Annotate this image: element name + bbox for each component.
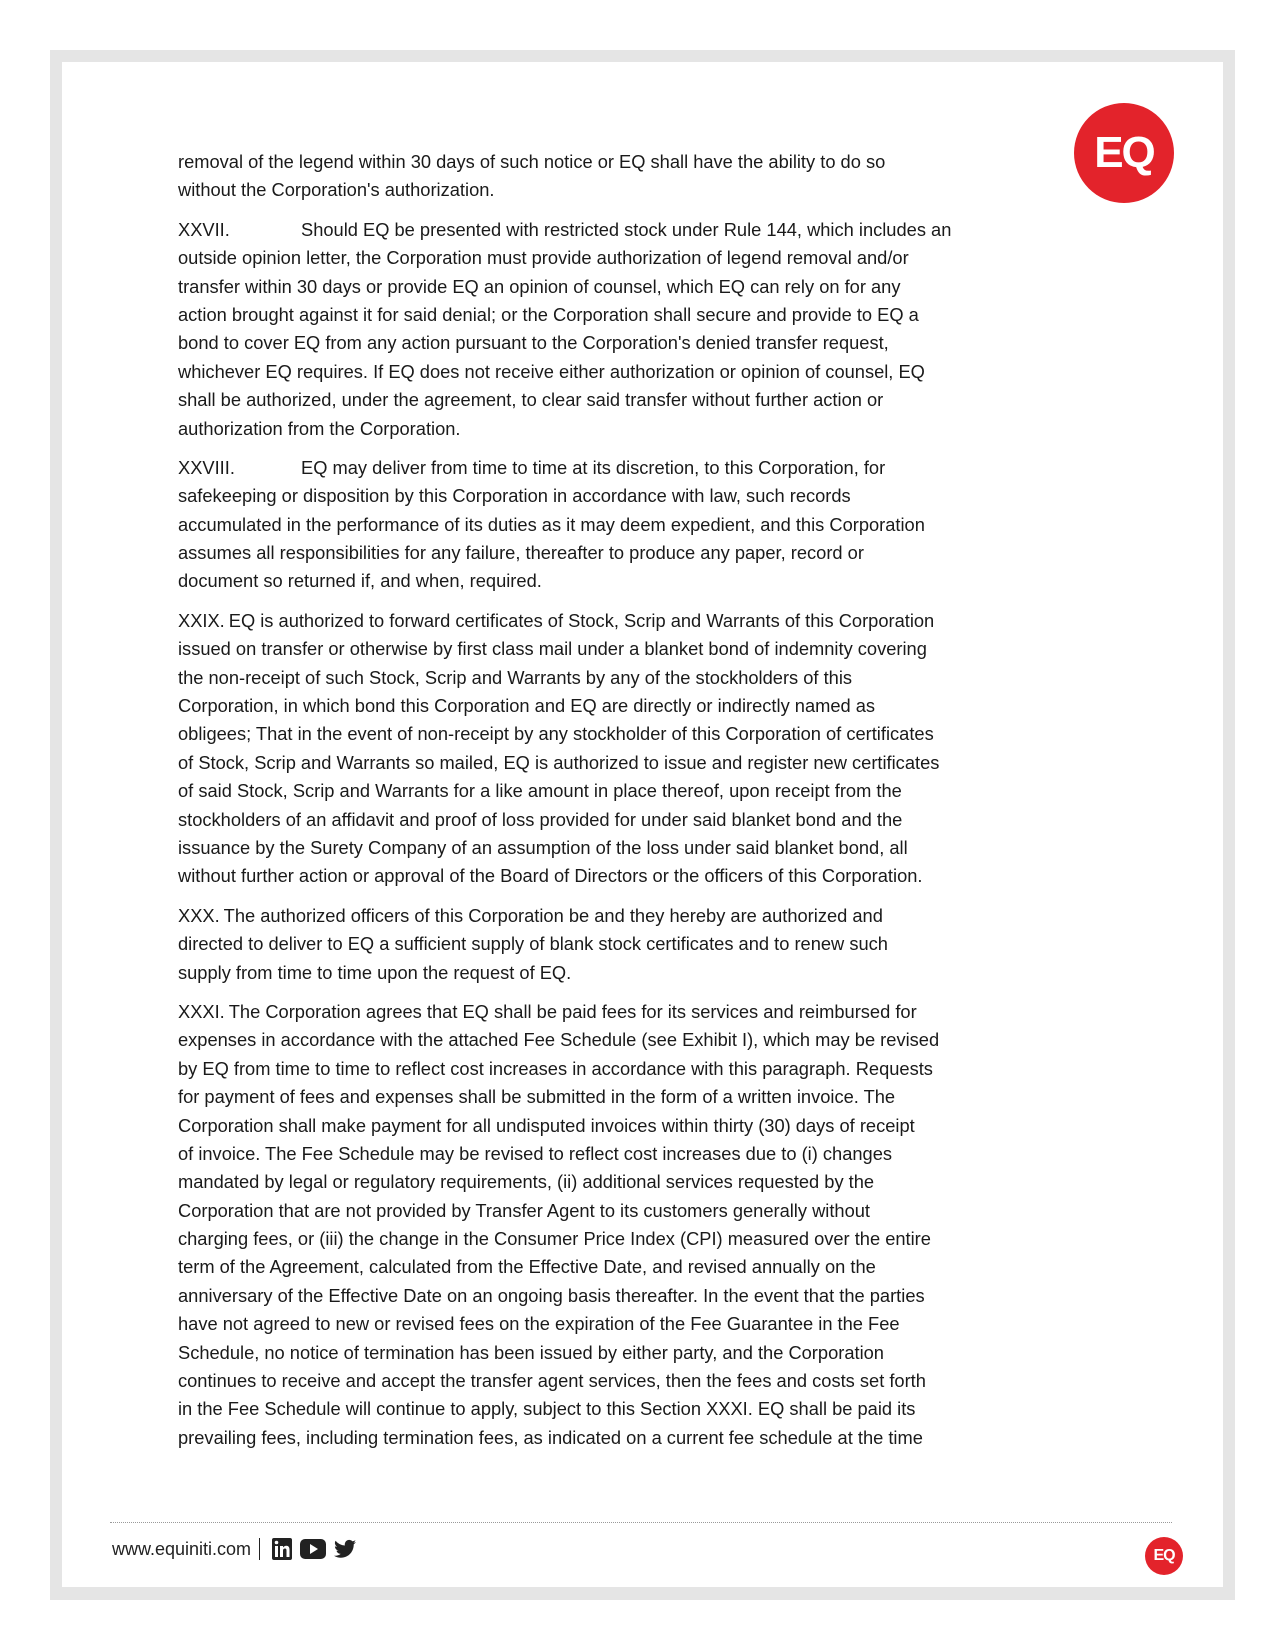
text-line xyxy=(178,1367,1078,1395)
line-text: removal of the legend within 30 days of such notice or EQ shall have the ability to do so xyxy=(178,151,886,172)
text-line xyxy=(178,1310,1078,1338)
line-text: prevailing fees, including termination fees, as indicated on a current fee schedule at the time xyxy=(178,1426,923,1448)
text-line xyxy=(178,664,1078,692)
line-text: document so returned if, and when, required. xyxy=(178,570,542,592)
paragraph xyxy=(178,148,1078,205)
text-line xyxy=(178,1339,1078,1367)
section-number: XXVIII. xyxy=(178,456,235,478)
text-line xyxy=(178,806,1078,834)
website-link[interactable]: www.equiniti.com xyxy=(112,1538,252,1559)
text-line xyxy=(178,692,1078,720)
linkedin-icon[interactable] xyxy=(272,1538,292,1560)
line-text: EQ is authorized to forward certificates of Stock, Scrip and Warrants of this Corporation xyxy=(228,609,935,631)
line-text: by EQ from time to time to reflect cost increases in accordance with this paragraph. Requests xyxy=(178,1057,933,1079)
text-line xyxy=(178,567,1078,595)
line-text: term of the Agreement, calculated from the Effective Date, and revised annually on the xyxy=(178,1256,876,1278)
text-line xyxy=(178,386,1078,414)
text-line xyxy=(178,1424,1078,1452)
text-line xyxy=(178,415,1078,443)
line-text: Schedule, no notice of termination has been issued by either party, and the Corporation xyxy=(178,1341,884,1363)
line-text: of invoice. The Fee Schedule may be revised to reflect cost increases due to (i) changes xyxy=(178,1142,893,1164)
text-line xyxy=(178,148,1078,176)
line-text: expenses in accordance with the attached Fee Schedule (see Exhibit I), which may be revised xyxy=(178,1029,940,1051)
text-line xyxy=(178,998,1078,1026)
line-text: authorization from the Corporation. xyxy=(178,417,461,439)
text-line xyxy=(178,902,1078,930)
line-text: assumes all responsibilities for any failure, thereafter to produce any paper, record or xyxy=(178,542,864,564)
text-line xyxy=(178,511,1078,539)
section-number: XXVII. xyxy=(178,218,230,240)
line-text: stockholders of an affidavit and proof of loss provided for under said blanket bond and the xyxy=(178,808,903,830)
text-line xyxy=(178,1197,1078,1225)
text-line xyxy=(178,1055,1078,1083)
text-line xyxy=(178,834,1078,862)
line-text: transfer within 30 days or provide EQ an opinion of counsel, which EQ can rely on for any xyxy=(178,275,901,297)
line-text: whichever EQ requires. If EQ does not receive either authorization or opinion of counsel, EQ xyxy=(178,360,925,382)
text-line xyxy=(178,1282,1078,1310)
text-line xyxy=(178,454,1078,482)
youtube-icon[interactable] xyxy=(300,1539,326,1559)
line-text: supply from time to time upon the request of EQ. xyxy=(178,961,572,983)
paragraph xyxy=(178,216,1078,443)
line-text: continues to receive and accept the transfer agent services, then the fees and costs set forth xyxy=(178,1370,926,1392)
eq-logo xyxy=(1074,103,1174,203)
text-line xyxy=(178,329,1078,357)
paragraph xyxy=(178,454,1078,596)
text-line xyxy=(178,1026,1078,1054)
text-line xyxy=(178,1112,1078,1140)
text-line xyxy=(178,301,1078,329)
text-line xyxy=(178,1225,1078,1253)
text-line xyxy=(178,777,1078,805)
line-text: Corporation shall make payment for all undisputed invoices within thirty (30) days of receipt xyxy=(178,1114,915,1136)
text-line xyxy=(178,862,1078,890)
document-body xyxy=(178,148,1078,1463)
line-text: of Stock, Scrip and Warrants so mailed, EQ is authorized to issue and register new certificates xyxy=(178,751,940,773)
footer-eq-logo xyxy=(1145,1537,1183,1575)
line-text: action brought against it for said denial; or the Corporation shall secure and provide to EQ a xyxy=(178,303,919,325)
line-text: shall be authorized, under the agreement, to clear said transfer without further action or xyxy=(178,389,884,411)
text-line xyxy=(178,1253,1078,1281)
line-text: bond to cover EQ from any action pursuant to the Corporation's denied transfer request, xyxy=(178,332,889,354)
text-line xyxy=(178,539,1078,567)
paragraph xyxy=(178,998,1078,1452)
line-text: EQ may deliver from time to time at its discretion, to this Corporation, for xyxy=(301,456,886,478)
text-line xyxy=(178,749,1078,777)
line-text: without further action or approval of the Board of Directors or the officers of this Corporation. xyxy=(178,865,923,887)
paragraph xyxy=(178,902,1078,987)
text-line xyxy=(178,959,1078,987)
footer xyxy=(112,1538,364,1560)
line-text: without the Corporation's authorization. xyxy=(178,179,495,201)
text-line xyxy=(178,176,1078,204)
line-text: have not agreed to new or revised fees on the expiration of the Fee Guarantee in the Fee xyxy=(178,1313,900,1335)
text-line xyxy=(178,635,1078,663)
line-text: safekeeping or disposition by this Corporation in accordance with law, such records xyxy=(178,485,851,507)
line-text: outside opinion letter, the Corporation must provide authorization of legend removal and/or xyxy=(178,247,909,269)
line-text: issued on transfer or otherwise by first class mail under a blanket bond of indemnity covering xyxy=(178,638,927,660)
text-line xyxy=(178,1395,1078,1423)
text-line xyxy=(178,607,1078,635)
text-line xyxy=(178,273,1078,301)
line-text: accumulated in the performance of its duties as it may deem expedient, and this Corporation xyxy=(178,513,925,535)
text-line xyxy=(178,1168,1078,1196)
text-line xyxy=(178,930,1078,958)
line-text: anniversary of the Effective Date on an ongoing basis thereafter. In the event that the parties xyxy=(178,1284,925,1306)
section-number: XXXI. xyxy=(178,1000,225,1022)
line-text: the non-receipt of such Stock, Scrip and Warrants by any of the stockholders of this xyxy=(178,666,853,688)
line-text: Should EQ be presented with restricted stock under Rule 144, which includes an xyxy=(301,218,952,240)
text-line xyxy=(178,1083,1078,1111)
line-text: issuance by the Surety Company of an assumption of the loss under said blanket bond, all xyxy=(178,836,908,858)
section-number: XXX. xyxy=(178,904,220,926)
line-text: The authorized officers of this Corporation be and they hereby are authorized and xyxy=(223,904,883,926)
line-text: charging fees, or (iii) the change in the Consumer Price Index (CPI) measured over the entire xyxy=(178,1228,931,1250)
text-line xyxy=(178,244,1078,272)
footer-eq-logo-text: EQ xyxy=(1153,1547,1175,1564)
footer-separator xyxy=(259,1538,260,1560)
section-number: XXIX. xyxy=(178,609,225,631)
paragraph xyxy=(178,607,1078,891)
text-line xyxy=(178,1140,1078,1168)
text-line xyxy=(178,358,1078,386)
line-text: Corporation that are not provided by Transfer Agent to its customers generally without xyxy=(178,1199,871,1221)
footer-divider xyxy=(110,1522,1172,1523)
text-line xyxy=(178,720,1078,748)
line-text: for payment of fees and expenses shall be submitted in the form of a written invoice. The xyxy=(178,1086,896,1108)
twitter-icon[interactable] xyxy=(334,1539,356,1559)
line-text: of said Stock, Scrip and Warrants for a like amount in place thereof, upon receipt from the xyxy=(178,780,902,802)
line-text: in the Fee Schedule will continue to apply, subject to this Section XXXI. EQ shall be paid its xyxy=(178,1398,916,1420)
line-text: mandated by legal or regulatory requirements, (ii) additional services requested by the xyxy=(178,1171,875,1193)
text-line xyxy=(178,216,1078,244)
line-text: The Corporation agrees that EQ shall be paid fees for its services and reimbursed for xyxy=(228,1000,917,1022)
line-text: obligees; That in the event of non-receipt by any stockholder of this Corporation of certificates xyxy=(178,723,934,745)
eq-logo-text: EQ xyxy=(1094,128,1154,177)
line-text: directed to deliver to EQ a sufficient supply of blank stock certificates and to renew such xyxy=(178,933,888,955)
line-text: Corporation, in which bond this Corporation and EQ are directly or indirectly named as xyxy=(178,695,876,717)
text-line xyxy=(178,482,1078,510)
